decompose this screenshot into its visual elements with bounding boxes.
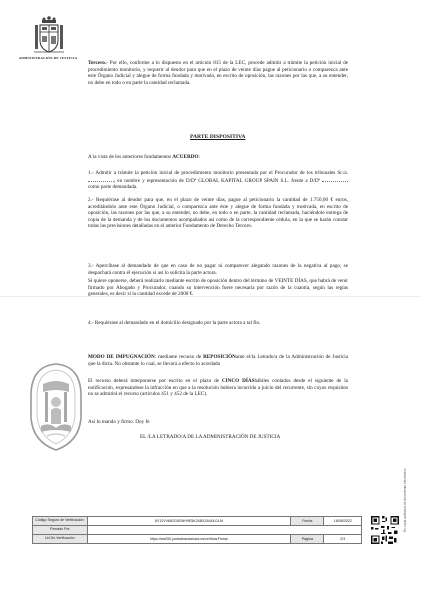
footer-row xyxy=(33,526,362,535)
redaction-mark xyxy=(322,177,348,182)
date-label: Fecha xyxy=(291,517,324,526)
intro-text: Por ello, conforme a lo dispuesto en el artículo 815 de la LEC, procede admitir a trámite la petición inicial de procedimiento monitorio, y requerir al deudor para que en el plazo de veinte días pague al peticionario o comparezca ante este Órgano Judicial y alegue de forma fundada y motivada, en escrito de oposición, las razones por las que, a su entender, no debe en todo o en parte la cantidad reclamada. xyxy=(88,60,348,86)
authority-label: ADMINISTRACIÓN DE JUSTICIA xyxy=(18,56,78,60)
date-value: 18/08/2022 xyxy=(324,517,362,526)
signature-line: EL /LA LETRADO/A DE LA ADMINISTRACIÓN DE JUSTICIA xyxy=(140,434,281,440)
appeal2-bold: CINCO DÍAS xyxy=(221,378,255,384)
csv-label: Código Seguro de Verificación: xyxy=(33,517,88,526)
verification-url-label: Url De Verificación xyxy=(33,535,88,544)
verification-footer xyxy=(32,516,362,544)
intro-paragraph xyxy=(88,60,348,86)
appeal-text-b: ante el/la Letrado/a de la Administración de Justicia que la dicta. No obstante lo cual, se llevará a efecto lo acordado xyxy=(88,354,348,367)
appeal-deadline-paragraph xyxy=(88,378,348,398)
appeal-text-a: : mediante recurso de xyxy=(154,354,204,360)
signed-by-value xyxy=(87,526,361,535)
dispositive-item-4: 4.- Requiérase al demandado en el domicilio designado por la parte actora a tal fin. xyxy=(88,320,261,326)
agreement-post: : xyxy=(198,154,200,160)
page-label: Página xyxy=(291,535,324,544)
dispositive-item-3b: Si quiere oponerse, deberá realizarlo mediante escrito de oposición dentro del término de VEINTE DÍAS, que habrá de venir firmado por Abogado y Procurador, cuando su intervención fuere necesaria por razón de la cuantía, según las reglas generales, es decir si la cantidad excede de 2000 €. xyxy=(88,278,348,298)
closing-line: Así lo mando y firmo. Doy fe xyxy=(88,419,150,425)
redaction-mark xyxy=(88,177,114,182)
verification-url[interactable]: https://ws050.juntadeandalucia.es/verificarFirma/ xyxy=(87,535,291,544)
section-title: PARTE DISPOSITIVA xyxy=(190,134,246,140)
csv-value: 8Y12VV682G8GNH9E5K24BX2A9ULDLM xyxy=(87,517,291,526)
agreement-line xyxy=(88,154,348,161)
item1-part-b: , en nombre y representación de D/Dª GLOBAL KAPITAL GROUP SPAIN S.L. frente a D/Dª xyxy=(114,177,320,184)
coat-of-arms-icon xyxy=(32,16,66,56)
qr-code-icon[interactable] xyxy=(370,515,400,545)
appeal2-text-a: El recurso deberá interponerse por escrito en el plazo de xyxy=(88,378,222,384)
page-fold-line xyxy=(0,296,421,297)
signed-by-label: Firmado Por xyxy=(33,526,88,535)
item1-part-c: como parte demandada. xyxy=(88,184,138,191)
dispositive-item-2: 2.- Requiérase al deudor para que, en el plazo de veinte días, pague al peticionario la cantidad de 1.750,00 € euros, acreditándolo ante este Órgano Judicial, o comparezca ante éste y alegue de forma fundada y motivada, en escrito de oposición, las razones por las que, a su entender, no debe, en todo o en parte, la cantidad reclamada, haciéndole entrega de copia de la demanda y de los documentos acompañados así como de la correspondiente cédula, en la que se harán constar todas las previsiones detalladas en el anterior Fundamento de Derecho Tercero. xyxy=(88,197,348,230)
appeal-title: MODO DE IMPUGNACIÓN xyxy=(88,354,155,360)
appeal2-text-b: hábiles contados desde el siguiente de la notificación, expresándose la infracción en que a la resolución hubiera incurrido a juicio del recurrente, sin cuyos requisitos no se admitirá el recurso (artículos 451 y 452 de la LEC). xyxy=(88,378,348,398)
authentic-copy-note: Es copia auténtica de documento electrónico xyxy=(403,468,407,532)
intro-lead: Tercero.- xyxy=(88,60,108,66)
junta-andalucia-logo-icon xyxy=(27,362,85,452)
agreement-bold: ACUERDO xyxy=(172,154,199,160)
agreement-pre: A la vista de los anteriores fundamentos xyxy=(88,154,173,160)
dispositive-item-1 xyxy=(88,170,348,191)
footer-row xyxy=(33,517,362,526)
appeal-paragraph xyxy=(88,354,348,367)
footer-row xyxy=(33,535,362,544)
item1-part-a: 1.- Admitir a trámite la petición inicial de procedimiento monitorio presentada por el Procurador de los tribunales Sr./a. xyxy=(88,170,348,176)
dispositive-item-3a: 3.- Apercíbase al demandado de que en caso de no pagar ni comparecer alegando razones de la negativa al pago, se despachará contra él ejecución si así lo solicita la parte actora. xyxy=(88,263,348,276)
page-number: 2/3 xyxy=(324,535,362,544)
appeal-bold: REPOSICIÓN xyxy=(203,354,236,360)
